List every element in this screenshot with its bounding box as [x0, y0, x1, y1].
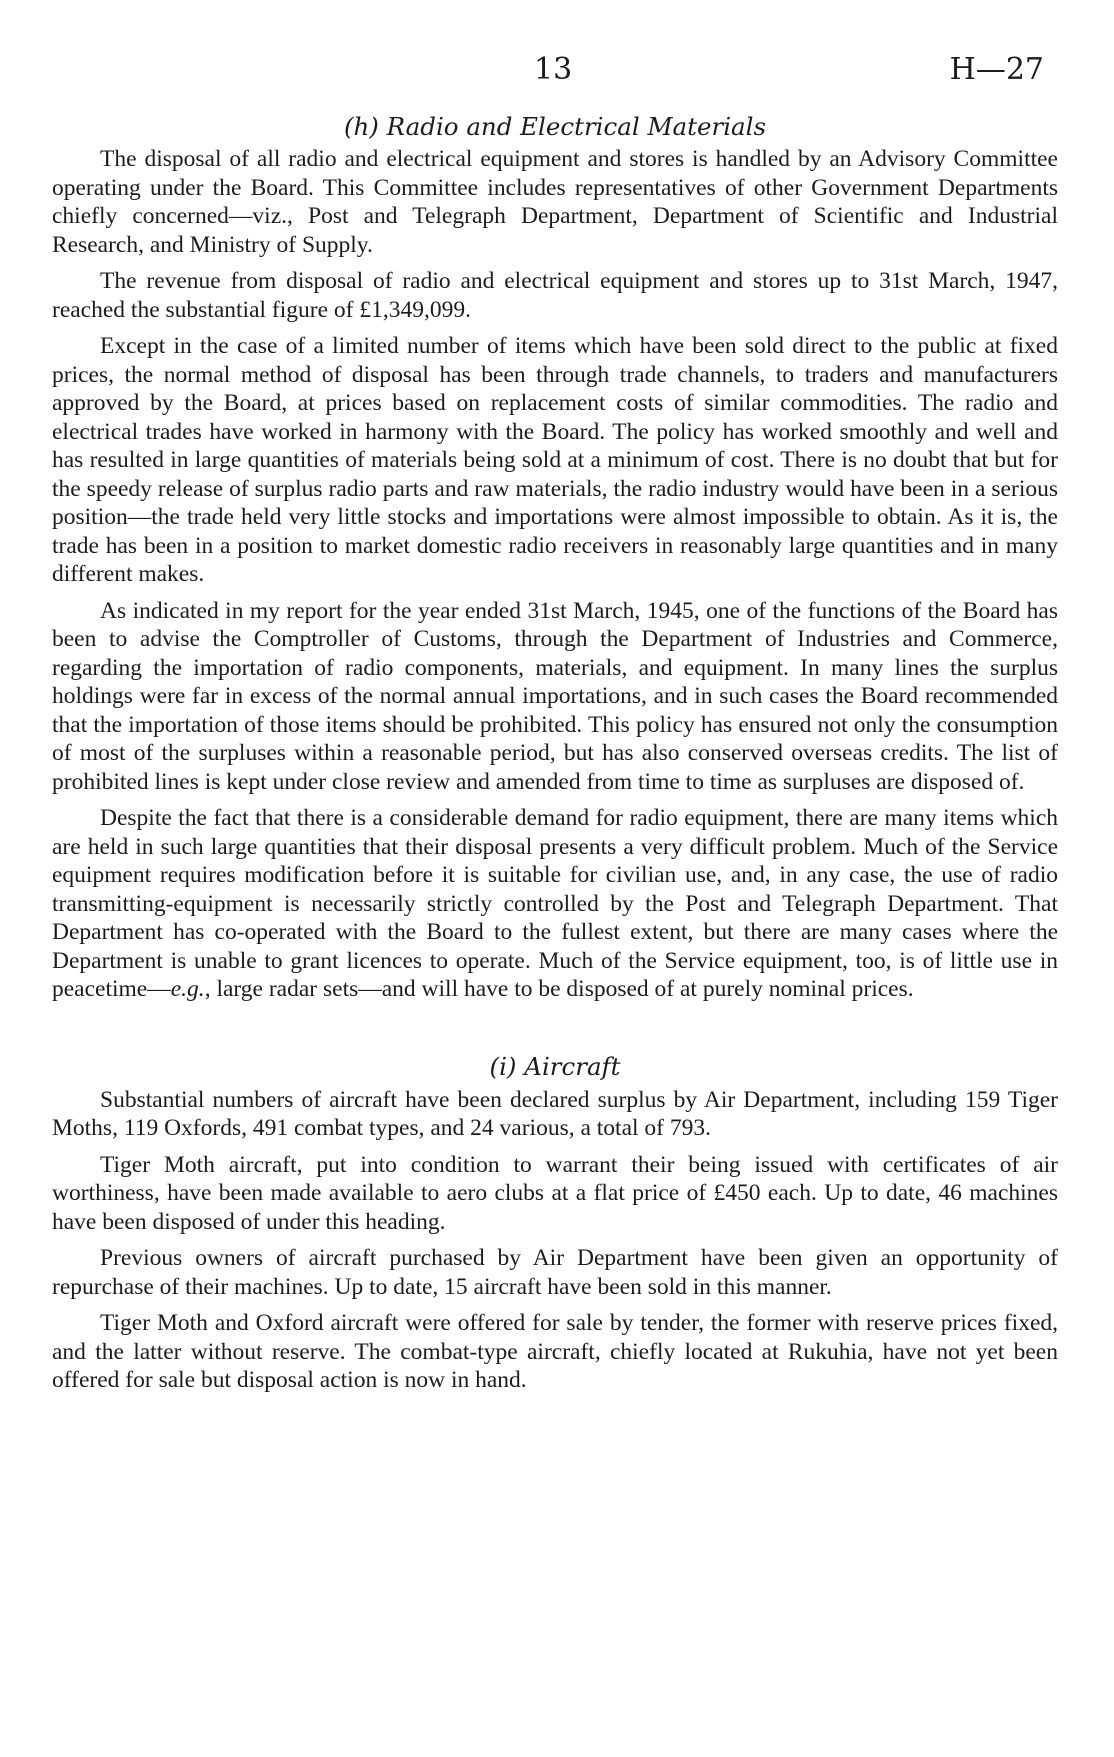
page-number: 13	[534, 52, 573, 87]
paragraph: The disposal of all radio and electrical equipment and stores is handled by an Advisory Committee operating under the Board. This Committee includes representatives of other Government Departments chiefly concerned—viz., Post and Telegraph Department, Department of Scientific and Industrial Research, and Ministry of Supply.	[52, 146, 1058, 258]
page-header	[0, 52, 1114, 92]
paragraph: Substantial numbers of aircraft have been declared surplus by Air Department, including 159 Tiger Moths, 119 Oxfords, 491 combat types, and 24 various, a total of 793.	[52, 1086, 1058, 1141]
italic-abbreviation: e.g.	[170, 976, 205, 1002]
section-gap	[52, 1012, 1058, 1046]
section-heading-radio	[52, 112, 1058, 142]
paragraph: The revenue from disposal of radio and electrical equipment and stores up to 31st March, 1947, reached the substantial figure of £1,349,099.	[52, 268, 1058, 323]
paragraph: Except in the case of a limited number of items which have been sold direct to the public at fixed prices, the normal method of disposal has been through trade channels, to traders and manufacturers approved by the Board, at prices based on replacement costs of similar commodities. The radio and electrical trades have worked in harmony with the Board. The policy has worked smoothly and well and has resulted in large quantities of materials being sold at a minimum of cost. There is no doubt that but for the speedy release of surplus radio parts and raw materials, the radio industry would have been in a serious position—the trade held very little stocks and importations were almost impossible to obtain. As it is, the trade has been in a position to market domestic radio receivers in reasonably large quantities and in many different makes.	[52, 333, 1058, 587]
paragraph: Previous owners of aircraft purchased by Air Department have been given an opportunity of repurchase of their machines. Up to date, 15 aircraft have been sold in this manner.	[52, 1245, 1058, 1300]
paragraph	[52, 804, 1058, 1004]
section-title: Aircraft	[524, 1051, 621, 1081]
paragraph-text: Despite the fact that there is a considerable demand for radio equipment, there are many items which are held in such large quantities that their disposal presents a very difficult problem. Much of the Service equipment requires modification before it is suitable for civilian use, and, in any case, the use of radio transmitting-equipment is necessarily strictly controlled by the Post and Telegraph Department. That Department has co-operated with the Board to the fullest extent, but there are many cases where the Department is unable to grant licences to operate. Much of the Service equipment, too, is of little use in peacetime—	[52, 805, 1058, 1002]
paragraph: Tiger Moth aircraft, put into condition to warrant their being issued with certificates of air worthiness, have been made available to aero clubs at a flat price of £450 each. Up to date, 46 machines have been disposed of under this heading.	[52, 1151, 1058, 1235]
section-title: Radio and Electrical Materials	[386, 112, 767, 141]
section-heading-aircraft	[52, 1052, 1058, 1082]
section-label: (h)	[343, 112, 379, 141]
section-label: (i)	[489, 1051, 517, 1081]
document-reference: H—27	[949, 52, 1044, 87]
paragraph: As indicated in my report for the year ended 31st March, 1945, one of the functions of the Board has been to advise the Comptroller of Customs, through the Department of Industries and Commerce, regarding the importation of radio components, materials, and equipment. In many lines the surplus holdings were far in excess of the normal annual importations, and in such cases the Board recommended that the importation of those items should be prohibited. This policy has ensured not only the consumption of most of the surpluses within a reasonable period, but has also conserved overseas credits. The list of prohibited lines is kept under close review and amended from time to time as surpluses are disposed of.	[52, 597, 1058, 795]
body-text	[52, 112, 1058, 1403]
paragraph-text: , large radar sets—and will have to be disposed of at purely nominal prices.	[204, 976, 914, 1002]
paragraph: Tiger Moth and Oxford aircraft were offered for sale by tender, the former with reserve prices fixed, and the latter without reserve. The combat-type aircraft, chiefly located at Rukuhia, have not yet been offered for sale but disposal action is now in hand.	[52, 1310, 1058, 1393]
